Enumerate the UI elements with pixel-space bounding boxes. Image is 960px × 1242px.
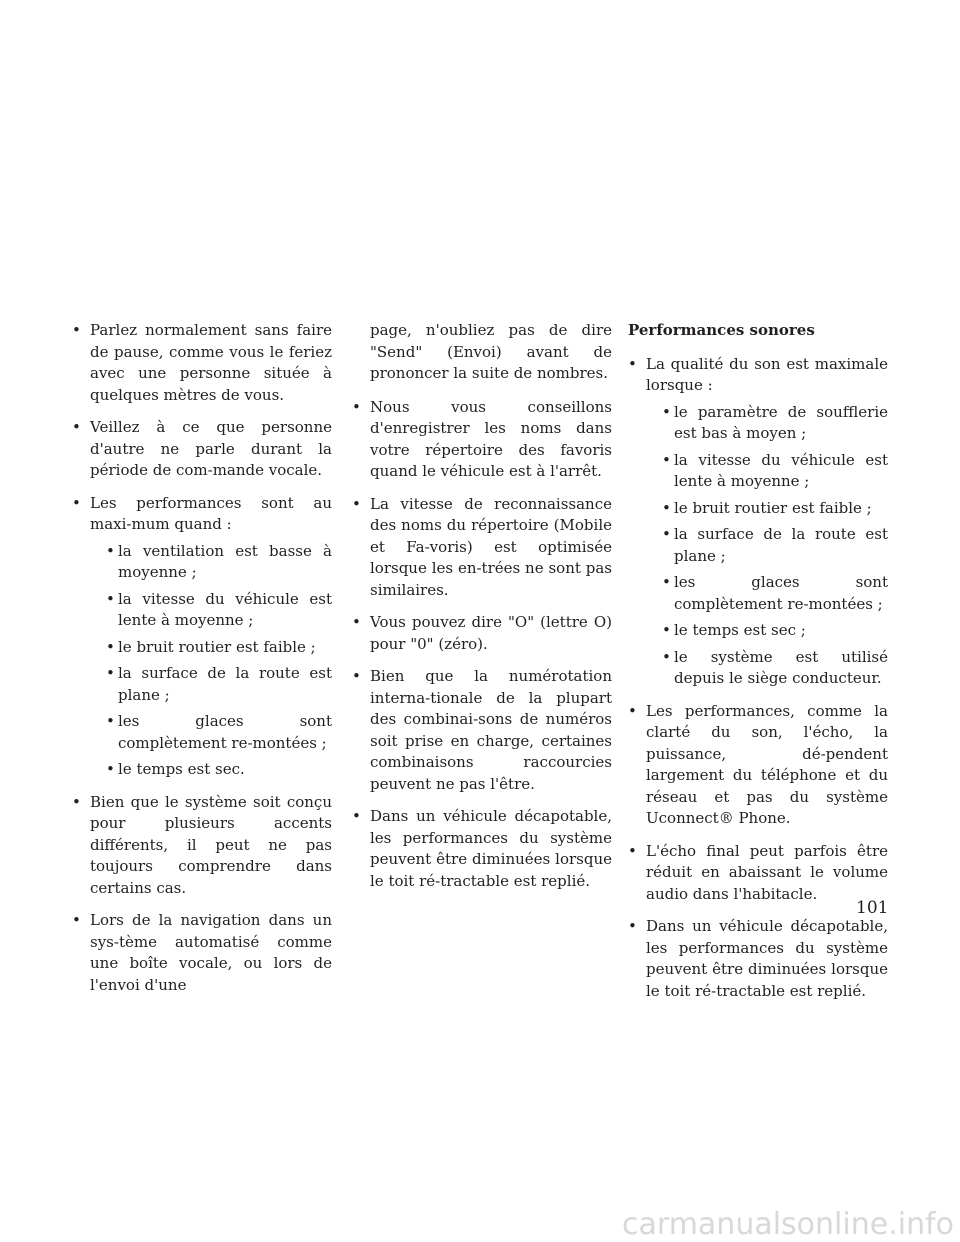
bullet-icon: • bbox=[352, 613, 361, 631]
sub-list-item bbox=[646, 647, 888, 690]
item-text: La vitesse de reconnaissance des noms du répertoire (Mobile et Fa-voris) est optimisée lorsque les en-trées ne sont pas similaires. bbox=[370, 494, 612, 599]
sub-item-text: le temps est sec ; bbox=[674, 621, 806, 639]
sub-item-text: la vitesse du véhicule est lente à moyenne ; bbox=[674, 450, 888, 490]
bullet-icon: • bbox=[628, 841, 637, 860]
sub-list-item bbox=[646, 450, 888, 493]
sub-item-text: le bruit routier est faible ; bbox=[674, 498, 872, 517]
bullet-icon: • bbox=[628, 917, 637, 935]
sub-list-item bbox=[90, 589, 332, 632]
sub-item-text: le système est utilisé depuis le siège conducteur. bbox=[674, 647, 888, 687]
bullet-icon: • bbox=[662, 621, 671, 639]
sub-list-item bbox=[646, 524, 888, 567]
item-text: Veillez à ce que personne d'autre ne parle durant la période de com-mande vocale. bbox=[90, 418, 332, 479]
section-heading: Performances sonores bbox=[628, 321, 815, 339]
sub-item-text: la surface de la route est plane ; bbox=[674, 525, 888, 565]
sub-list-item bbox=[90, 711, 332, 754]
bullet-icon: • bbox=[628, 701, 637, 720]
bullet-item bbox=[72, 910, 332, 996]
bullet-icon: • bbox=[662, 402, 671, 421]
bullet-icon: • bbox=[106, 637, 115, 656]
bullet-icon: • bbox=[352, 494, 361, 513]
bullet-item bbox=[352, 397, 612, 483]
sub-list bbox=[90, 541, 332, 781]
item-text: Vous pouvez dire "O" (lettre O) pour "0" (zéro). bbox=[370, 613, 612, 653]
bullet-item bbox=[72, 417, 332, 482]
bullet-icon: • bbox=[352, 807, 361, 825]
bullet-item bbox=[72, 493, 332, 781]
sub-item-text: les glaces sont complètement re-montées ; bbox=[674, 573, 888, 613]
bullet-icon: • bbox=[662, 498, 671, 517]
page-number: 101 bbox=[856, 898, 889, 918]
sub-item-text: la surface de la route est plane ; bbox=[118, 664, 332, 704]
sub-list-item bbox=[646, 402, 888, 445]
watermark: carmanualsonline.info bbox=[622, 1207, 954, 1242]
sub-list-item bbox=[90, 541, 332, 584]
item-text: Les performances sont au maxi-mum quand : bbox=[90, 493, 332, 533]
bullet-icon: • bbox=[106, 589, 115, 608]
sub-list-item bbox=[646, 620, 888, 642]
sub-item-text: les glaces sont complètement re-montées ; bbox=[118, 712, 332, 752]
bullet-icon: • bbox=[72, 792, 81, 811]
bullet-item bbox=[72, 792, 332, 900]
bullet-item bbox=[352, 666, 612, 795]
sub-item-text: la vitesse du véhicule est lente à moyenne ; bbox=[118, 589, 332, 629]
bullet-icon: • bbox=[628, 354, 637, 373]
bullet-icon: • bbox=[106, 712, 115, 730]
column-3 bbox=[628, 320, 888, 1013]
sub-item-text: le paramètre de soufflerie est bas à moyen ; bbox=[674, 402, 888, 442]
bullet-item bbox=[628, 701, 888, 830]
bullet-icon: • bbox=[352, 397, 361, 416]
item-text: La qualité du son est maximale lorsque : bbox=[646, 354, 888, 394]
continued-text: page, n'oubliez pas de dire "Send" (Envoi) avant de prononcer la suite de nombres. bbox=[370, 321, 612, 382]
bullet-icon: • bbox=[72, 418, 81, 436]
bullet-item bbox=[352, 612, 612, 655]
sub-list-item bbox=[90, 759, 332, 781]
item-text: Bien que le système soit conçu pour plusieurs accents différents, il peut ne pas toujours comprendre dans certains cas. bbox=[90, 792, 332, 897]
sub-list-item bbox=[646, 498, 888, 520]
bullet-icon: • bbox=[72, 321, 81, 339]
bullet-item bbox=[352, 806, 612, 892]
bullet-icon: • bbox=[352, 667, 361, 685]
item-text: Lors de la navigation dans un sys-tème automatisé comme une boîte vocale, ou lors de l'envoi d'une bbox=[90, 911, 332, 994]
bullet-icon: • bbox=[106, 760, 115, 778]
bullet-icon: • bbox=[72, 911, 81, 929]
bullet-icon: • bbox=[662, 573, 671, 591]
item-text: Bien que la numérotation interna-tionale de la plupart des combinai-sons de numéros soit prise en charge, certaines combinaisons raccourcies peuvent ne pas l'être. bbox=[370, 667, 612, 793]
item-text: Les performances, comme la clarté du son, l'écho, la puissance, dé-pendent largement du téléphone et du réseau et pas du système Uconnect® Phone. bbox=[646, 701, 888, 827]
item-text: Dans un véhicule décapotable, les performances du système peuvent être diminuées lorsque le toit ré-tractable est replié. bbox=[370, 807, 612, 890]
sub-list-item bbox=[90, 663, 332, 706]
bullet-item bbox=[628, 841, 888, 906]
bullet-item bbox=[628, 354, 888, 690]
bullet-icon: • bbox=[106, 541, 115, 560]
item-text: L'écho final peut parfois être réduit en abaissant le volume audio dans l'habitacle. bbox=[646, 841, 888, 903]
bullet-icon: • bbox=[72, 493, 81, 512]
item-text: Parlez normalement sans faire de pause, comme vous le feriez avec une personne située à quelques mètres de vous. bbox=[90, 321, 332, 404]
bullet-item bbox=[352, 494, 612, 602]
sub-item-text: le temps est sec. bbox=[118, 760, 245, 778]
sub-item-text: le bruit routier est faible ; bbox=[118, 637, 316, 656]
column-1 bbox=[72, 320, 332, 1007]
sub-item-text: la ventilation est basse à moyenne ; bbox=[118, 541, 332, 581]
bullet-icon: • bbox=[106, 664, 115, 682]
column-2 bbox=[352, 320, 612, 903]
bullet-icon: • bbox=[662, 647, 671, 666]
bullet-item bbox=[628, 916, 888, 1002]
bullet-icon: • bbox=[662, 450, 671, 469]
sub-list-item bbox=[646, 572, 888, 615]
bullet-item bbox=[72, 320, 332, 406]
sub-list-item bbox=[90, 637, 332, 659]
item-text: Nous vous conseillons d'enregistrer les noms dans votre répertoire des favoris quand le véhicule est à l'arrêt. bbox=[370, 397, 612, 480]
item-text: Dans un véhicule décapotable, les performances du système peuvent être diminuées lorsque le toit ré-tractable est replié. bbox=[646, 917, 888, 1000]
bullet-icon: • bbox=[662, 525, 671, 543]
sub-list bbox=[646, 402, 888, 690]
